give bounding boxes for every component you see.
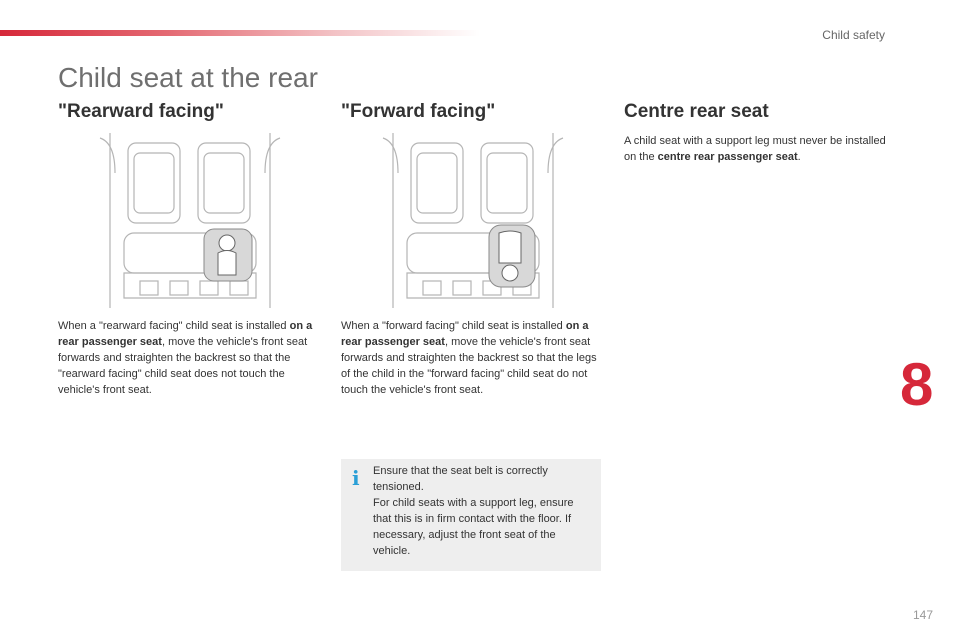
info-text — [373, 463, 588, 559]
rearward-seat-illustration — [90, 133, 290, 308]
info-line: For child seats with a support leg, ensure that this is in firm contact with the floor. If necessary, adjust the front seat of the vehicle. — [373, 497, 574, 557]
chapter-number: 8 — [900, 351, 934, 418]
header-accent-bar — [0, 30, 480, 36]
forward-text: When a "forward facing" child seat is installed on a rear passenger seat, move the vehicle's front seat forwards and straighten the backrest so that the legs of the child in the "forward facing" child seat do not touch the vehicle's front seat. — [341, 320, 597, 396]
centre-heading: Centre rear seat — [624, 101, 769, 122]
section-label: Child safety — [822, 28, 885, 42]
info-line: Ensure that the seat belt is correctly tensioned. — [373, 465, 548, 493]
info-icon: i — [352, 466, 360, 490]
rearward-heading: "Rearward facing" — [58, 101, 224, 122]
page-number: 147 — [913, 608, 934, 622]
forward-seat-illustration — [373, 133, 573, 308]
rearward-text: When a "rearward facing" child seat is installed on a rear passenger seat, move the vehicle's front seat forwards and straighten the backrest so that the "rearward facing" child seat does not touch the vehicle's front seat. — [58, 320, 313, 396]
forward-heading: "Forward facing" — [341, 101, 496, 122]
page-title: Child seat at the rear — [58, 62, 318, 93]
centre-text: A child seat with a support leg must never be installed on the centre rear passenger seat. — [624, 135, 886, 163]
